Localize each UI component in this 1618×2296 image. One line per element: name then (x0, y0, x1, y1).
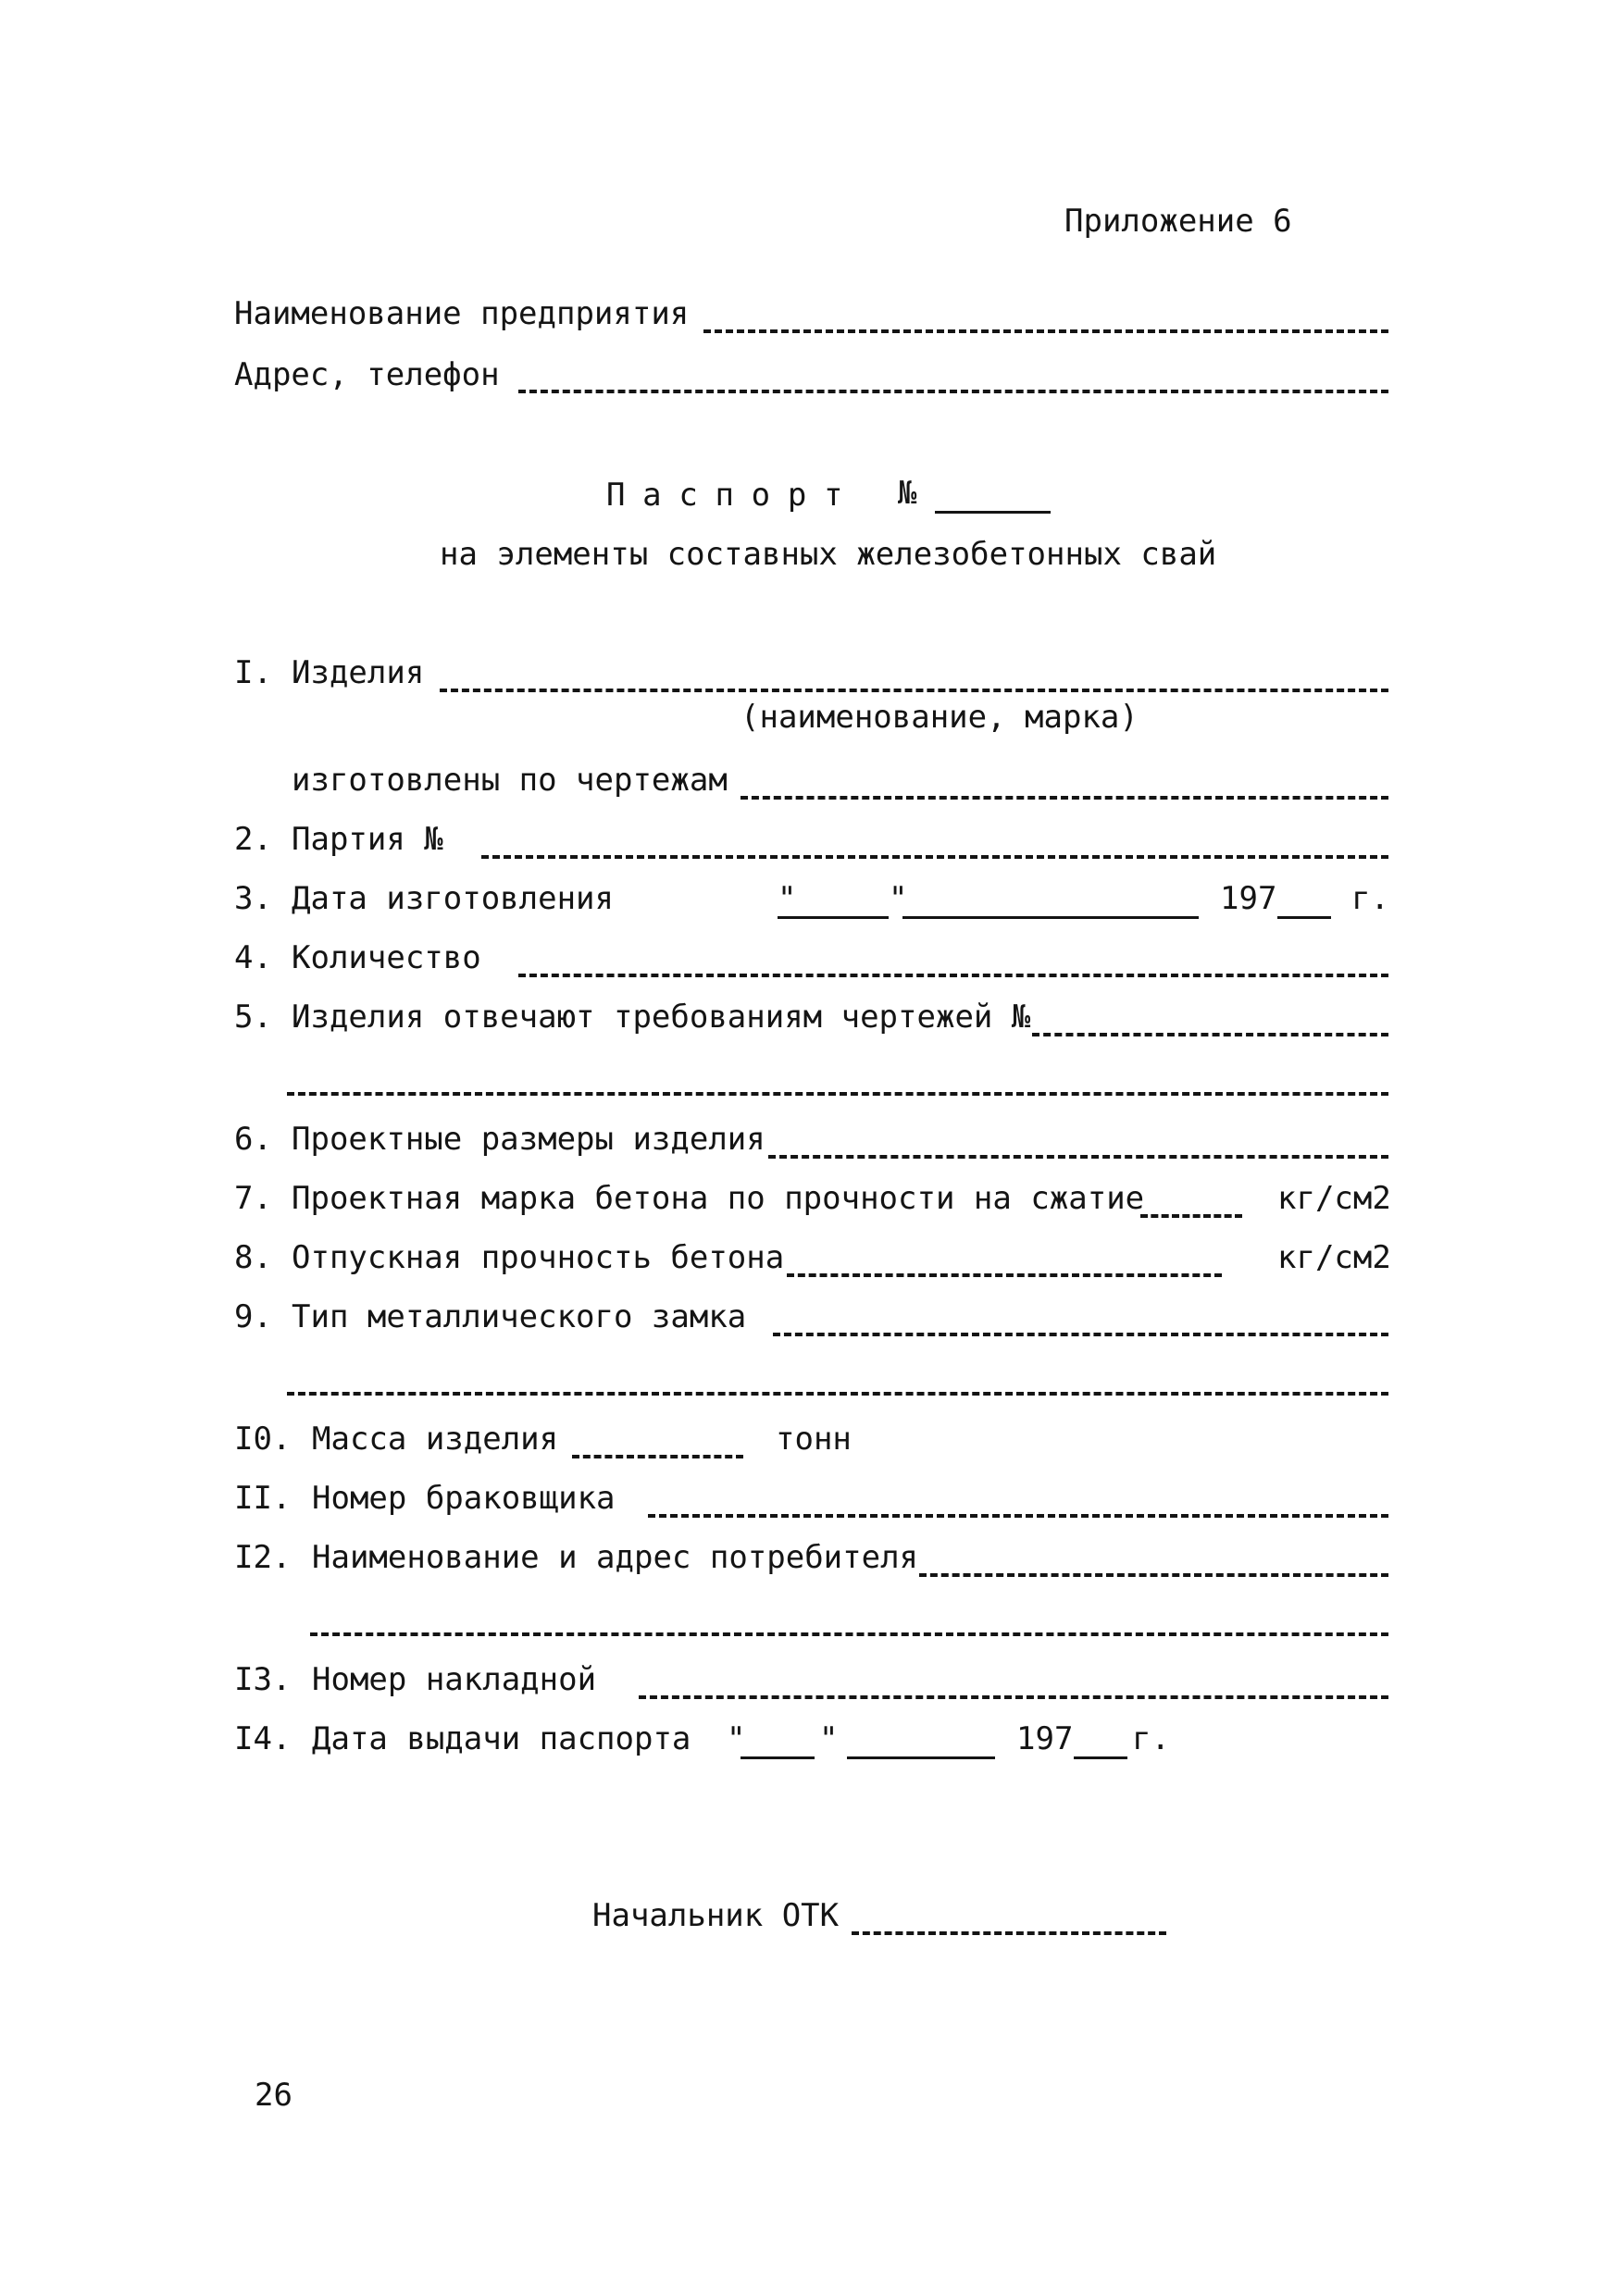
item-14-quote-open: " (727, 1720, 746, 1757)
item-7-label: Проектная марка бетона по прочности на сжатие (292, 1180, 1145, 1217)
item-9-field[interactable] (773, 1333, 1388, 1336)
item-3-quote-open: " (778, 880, 797, 917)
item-13-number: I3. (234, 1661, 292, 1698)
company-name-label: Наименование предприятия (234, 295, 690, 332)
item-14-number: I4. (234, 1720, 292, 1757)
item-12-number: I2. (234, 1539, 292, 1576)
item-3-number: 3. (234, 880, 272, 917)
item-14-year-field[interactable] (1074, 1756, 1127, 1759)
item-3-year-suffix: г. (1351, 880, 1389, 917)
item-9-label: Тип металлического замка (292, 1298, 747, 1335)
item-5-number: 5. (234, 999, 272, 1036)
item-3-label: Дата изготовления (292, 880, 614, 917)
item-8-field[interactable] (787, 1273, 1222, 1277)
signature-field[interactable] (852, 1931, 1166, 1935)
item-14-year-suffix: г. (1132, 1720, 1170, 1757)
number-sign: № (898, 475, 917, 512)
item-7-field[interactable] (1140, 1214, 1242, 1218)
item-1-label: Изделия (292, 654, 425, 691)
item-12-label: Наименование и адрес потребителя (312, 1539, 919, 1576)
item-11-number: II. (234, 1480, 292, 1517)
item-10-field[interactable] (572, 1455, 743, 1458)
address-field[interactable] (518, 390, 1388, 393)
item-3-quote-close: " (889, 880, 908, 917)
item-12-field-continued[interactable] (310, 1632, 1388, 1636)
item-1-number: I. (234, 654, 272, 691)
item-6-field[interactable] (768, 1155, 1388, 1159)
item-7-number: 7. (234, 1180, 272, 1217)
item-4-label: Количество (292, 939, 481, 976)
item-10-number: I0. (234, 1421, 292, 1458)
item-12-field[interactable] (919, 1573, 1388, 1577)
item-14-label: Дата выдачи паспорта (312, 1720, 691, 1757)
item-4-field[interactable] (518, 974, 1388, 977)
page-number: 26 (255, 2077, 292, 2114)
item-13-label: Номер накладной (312, 1661, 597, 1698)
item-3-year-field[interactable] (1277, 916, 1331, 919)
item-5-field[interactable] (1032, 1033, 1388, 1036)
appendix-label: Приложение 6 (1064, 203, 1292, 240)
passport-number-field[interactable] (935, 511, 1051, 514)
item-9-field-continued[interactable] (287, 1392, 1388, 1396)
item-3-day-field[interactable] (778, 916, 889, 919)
item-8-unit: кг/см2 (1277, 1239, 1391, 1276)
item-1-sub-label: изготовлены по чертежам (292, 762, 728, 799)
passport-title: Паспорт (606, 477, 861, 514)
item-13-field[interactable] (639, 1695, 1388, 1699)
item-14-quote-close: " (819, 1720, 839, 1757)
item-4-number: 4. (234, 939, 272, 976)
item-2-field[interactable] (481, 855, 1388, 859)
item-1-field[interactable] (440, 689, 1388, 692)
item-7-unit: кг/см2 (1277, 1180, 1391, 1217)
item-1-hint: (наименование, марка) (741, 699, 1139, 736)
item-5-field-continued[interactable] (287, 1092, 1388, 1096)
item-14-day-field[interactable] (741, 1756, 815, 1759)
item-9-number: 9. (234, 1298, 272, 1335)
item-2-number: 2. (234, 821, 272, 858)
item-3-month-field[interactable] (902, 916, 1199, 919)
address-label: Адрес, телефон (234, 356, 500, 393)
item-1-drawings-field[interactable] (741, 796, 1388, 800)
item-3-year-prefix: 197 (1220, 880, 1277, 917)
item-14-year-prefix: 197 (1016, 1720, 1074, 1757)
item-2-label: Партия № (292, 821, 443, 858)
passport-subtitle: на элементы составных железобетонных свай (440, 536, 1217, 573)
company-name-field[interactable] (703, 329, 1388, 333)
item-10-unit: тонн (776, 1421, 852, 1458)
item-8-number: 8. (234, 1239, 272, 1276)
item-6-label: Проектные размеры изделия (292, 1121, 765, 1158)
signature-label: Начальник ОТК (592, 1897, 840, 1934)
item-8-label: Отпускная прочность бетона (292, 1239, 785, 1276)
item-6-number: 6. (234, 1121, 272, 1158)
item-11-field[interactable] (648, 1514, 1388, 1518)
item-10-label: Масса изделия (312, 1421, 559, 1458)
item-14-month-field[interactable] (847, 1756, 995, 1759)
item-5-label: Изделия отвечают требованиям чертежей № (292, 999, 1031, 1036)
item-11-label: Номер браковщика (312, 1480, 616, 1517)
